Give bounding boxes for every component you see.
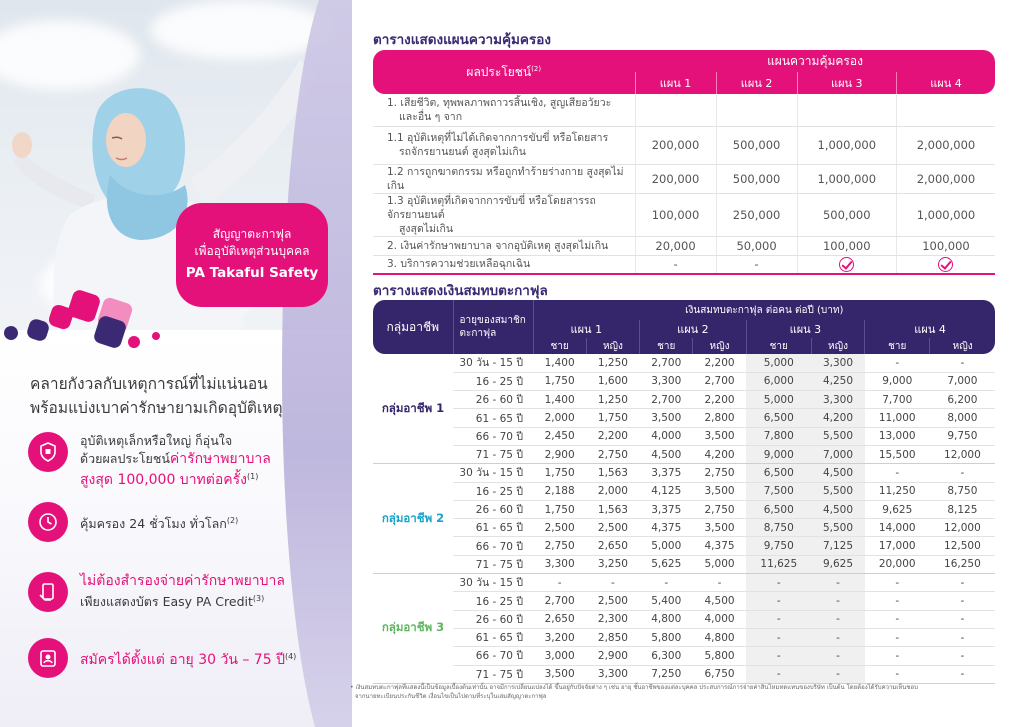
contribution-value: 12,000 bbox=[930, 519, 995, 537]
contribution-value: 7,250 bbox=[640, 665, 693, 683]
contribution-value: - bbox=[746, 628, 811, 646]
contribution-value: - bbox=[533, 574, 586, 592]
feature-2-ref: (2) bbox=[226, 516, 239, 525]
benefit-label bbox=[373, 255, 635, 274]
contribution-value: 6,000 bbox=[746, 372, 811, 390]
feature-1-line-3: สูงสุด 100,000 บาทต่อครั้ง bbox=[80, 472, 248, 489]
contribution-value: 4,500 bbox=[811, 464, 864, 482]
contribution-value: 3,300 bbox=[586, 665, 639, 683]
contribution-value: 4,000 bbox=[640, 427, 693, 445]
contribution-value: - bbox=[746, 665, 811, 683]
contribution-value: 2,750 bbox=[693, 464, 746, 482]
male-header: ชาย bbox=[865, 338, 930, 354]
contribution-value: 1,400 bbox=[533, 391, 586, 409]
coverage-row bbox=[373, 236, 995, 255]
contribution-value: 2,500 bbox=[533, 519, 586, 537]
contribution-row bbox=[373, 445, 995, 463]
contribution-value: 4,500 bbox=[693, 592, 746, 610]
contribution-value: 9,750 bbox=[746, 537, 811, 555]
contribution-value: - bbox=[746, 592, 811, 610]
contribution-value: - bbox=[930, 610, 995, 628]
benefit-value: 200,000 bbox=[635, 164, 716, 193]
contribution-value: - bbox=[811, 574, 864, 592]
benefit-label bbox=[373, 236, 635, 255]
contribution-value: 9,625 bbox=[811, 555, 864, 573]
contribution-value: 8,750 bbox=[746, 519, 811, 537]
benefit-header bbox=[373, 50, 635, 94]
age-range: 71 - 75 ปี bbox=[453, 445, 533, 463]
feature-4-ref: (4) bbox=[284, 652, 297, 661]
contribution-value: 3,375 bbox=[640, 500, 693, 518]
benefit-value: 2,000,000 bbox=[896, 164, 995, 193]
contribution-value: 3,200 bbox=[533, 628, 586, 646]
contribution-value: - bbox=[930, 464, 995, 482]
contribution-value: - bbox=[865, 592, 930, 610]
check-icon bbox=[797, 255, 896, 274]
contribution-row bbox=[373, 665, 995, 683]
check-circle-icon bbox=[938, 257, 953, 272]
contribution-value: - bbox=[930, 592, 995, 610]
contribution-value: 1,750 bbox=[533, 372, 586, 390]
contribution-value: 3,500 bbox=[693, 427, 746, 445]
contribution-value: 3,500 bbox=[693, 482, 746, 500]
age-range: 61 - 65 ปี bbox=[453, 409, 533, 427]
contribution-value: - bbox=[811, 592, 864, 610]
occupation-group-label: กลุ่มอาชีพ 3 bbox=[373, 574, 453, 684]
contribution-value: - bbox=[930, 354, 995, 372]
contribution-value: 6,750 bbox=[693, 665, 746, 683]
benefit-label-line-2: และอื่น ๆ จาก bbox=[399, 110, 463, 123]
contribution-value: 9,625 bbox=[865, 500, 930, 518]
contribution-value: 5,000 bbox=[746, 354, 811, 372]
contribution-value: 9,000 bbox=[746, 445, 811, 463]
age-header bbox=[453, 300, 533, 354]
age-range: 30 วัน - 15 ปี bbox=[453, 574, 533, 592]
contribution-row bbox=[373, 555, 995, 573]
contribution-value: - bbox=[746, 647, 811, 665]
benefit-value: 1,000,000 bbox=[797, 164, 896, 193]
contribution-value: 7,500 bbox=[746, 482, 811, 500]
contribution-value: 2,450 bbox=[533, 427, 586, 445]
benefit-value: 100,000 bbox=[635, 193, 716, 236]
benefit-value: 1,000,000 bbox=[797, 126, 896, 164]
contribution-value: 2,500 bbox=[586, 592, 639, 610]
benefit-label-line-1: 1.3 อุบัติเหตุที่เกิดจากการขับขี่ หรือโดยสารรถจักรยานยนต์ bbox=[387, 194, 596, 221]
contribution-value: - bbox=[865, 574, 930, 592]
feature-1-line-1: อุบัติเหตุเล็กหรือใหญ่ ก็อุ่นใจ bbox=[80, 433, 233, 448]
contribution-row bbox=[373, 409, 995, 427]
contribution-value: 20,000 bbox=[865, 555, 930, 573]
contribution-row bbox=[373, 610, 995, 628]
contribution-value: - bbox=[640, 574, 693, 592]
age-range: 71 - 75 ปี bbox=[453, 555, 533, 573]
contribution-value: 4,125 bbox=[640, 482, 693, 500]
contribution-value: 2,900 bbox=[586, 647, 639, 665]
contribution-value: 5,800 bbox=[693, 647, 746, 665]
benefit-value: 100,000 bbox=[896, 236, 995, 255]
feature-easy-pa-credit bbox=[28, 572, 320, 612]
benefit-value: 500,000 bbox=[716, 126, 797, 164]
contribution-row bbox=[373, 464, 995, 482]
coverage-row bbox=[373, 255, 995, 274]
contribution-value: 9,750 bbox=[930, 427, 995, 445]
contribution-value: 4,375 bbox=[693, 537, 746, 555]
contribution-value: 5,500 bbox=[811, 482, 864, 500]
contribution-value: - bbox=[930, 574, 995, 592]
contribution-value: 3,375 bbox=[640, 464, 693, 482]
contribution-value: 3,500 bbox=[693, 519, 746, 537]
badge-product-name: PA Takaful Safety bbox=[185, 265, 319, 281]
benefit-label-line-1: 1.1 อุบัติเหตุที่ไม่ได้เกิดจากการขับขี่ หรือโดยสาร bbox=[387, 132, 609, 144]
benefit-value: - bbox=[635, 255, 716, 274]
contribution-value: 2,200 bbox=[586, 427, 639, 445]
footnote-line-1: • เงินสมทบตะกาฟุลที่แสดงนี้เป็นข้อมูลเบื้องต้นเท่านั้น อาจมีการเปลี่ยนแปลงได้ ขึ้นอยู่กับปัจจัยต่าง ๆ เช่น อายุ ชั้นอาชีพของแต่ละบุคคล ประสบการณ์การจ่ายค่าสินไหมทดแทนของบริษัท เป็นต้น โดยต้องได้รับความเห็นชอบ bbox=[350, 684, 918, 691]
contribution-value: 2,000 bbox=[533, 409, 586, 427]
contribution-value: 2,750 bbox=[586, 445, 639, 463]
age-range: 26 - 60 ปี bbox=[453, 391, 533, 409]
contribution-value: 2,650 bbox=[586, 537, 639, 555]
benefit-label bbox=[373, 193, 635, 236]
contribution-value: 5,000 bbox=[693, 555, 746, 573]
age-range: 16 - 25 ปี bbox=[453, 482, 533, 500]
age-range: 66 - 70 ปี bbox=[453, 647, 533, 665]
contribution-value: - bbox=[930, 628, 995, 646]
contribution-value: 2,900 bbox=[533, 445, 586, 463]
feature-3-line-2: เพียงแสดงบัตร Easy PA Credit bbox=[80, 594, 253, 610]
contribution-value: 4,500 bbox=[811, 500, 864, 518]
age-range: 61 - 65 ปี bbox=[453, 628, 533, 646]
benefit-value: 2,000,000 bbox=[896, 126, 995, 164]
contribution-value: 9,000 bbox=[865, 372, 930, 390]
contribution-row bbox=[373, 372, 995, 390]
contribution-value: 6,500 bbox=[746, 500, 811, 518]
contribution-value: 4,250 bbox=[811, 372, 864, 390]
check-icon bbox=[896, 255, 995, 274]
contribution-value: 2,750 bbox=[533, 537, 586, 555]
benefit-label-line-1: 3. บริการความช่วยเหลือฉุกเฉิน bbox=[387, 258, 531, 271]
contribution-value: 14,000 bbox=[865, 519, 930, 537]
contribution-row bbox=[373, 537, 995, 555]
contribution-value: 6,200 bbox=[930, 391, 995, 409]
contribution-value: 12,000 bbox=[930, 445, 995, 463]
footnote-line-2: จากนายทะเบียนประกันชีวิต เงื่อนไขเป็นไปตามที่ระบุในเล่มสัญญาตะกาฟุล bbox=[355, 693, 547, 700]
feature-age-range bbox=[28, 638, 320, 678]
benefit-value bbox=[797, 94, 896, 126]
feature-1-line-2b: ค่ารักษาพยาบาล bbox=[169, 451, 271, 467]
contribution-value: 5,400 bbox=[640, 592, 693, 610]
contribution-value: - bbox=[865, 464, 930, 482]
c-plan-2-header: แผน 2 bbox=[640, 320, 747, 338]
benefit-label-line-1: 1. เสียชีวิต, ทุพพลภาพถาวรสิ้นเชิง, สูญเสียอวัยวะ bbox=[387, 96, 612, 109]
contribution-value: 4,200 bbox=[693, 445, 746, 463]
contribution-value: 1,400 bbox=[533, 354, 586, 372]
contribution-value: 4,000 bbox=[693, 610, 746, 628]
benefit-value: 500,000 bbox=[716, 164, 797, 193]
contribution-value: 5,000 bbox=[640, 537, 693, 555]
contribution-value: 12,500 bbox=[930, 537, 995, 555]
benefit-value: 1,000,000 bbox=[896, 193, 995, 236]
person-id-icon bbox=[28, 638, 68, 678]
contribution-value: 2,000 bbox=[586, 482, 639, 500]
male-header: ชาย bbox=[640, 338, 693, 354]
contribution-value: - bbox=[811, 665, 864, 683]
plan-3-header: แผน 3 bbox=[797, 72, 896, 94]
contribution-table bbox=[373, 300, 995, 684]
contribution-value: 1,750 bbox=[533, 464, 586, 482]
contribution-value: 2,750 bbox=[693, 500, 746, 518]
benefit-value: 200,000 bbox=[635, 126, 716, 164]
benefit-value: - bbox=[716, 255, 797, 274]
contribution-value: 6,300 bbox=[640, 647, 693, 665]
male-header: ชาย bbox=[746, 338, 811, 354]
benefit-header-ref: (2) bbox=[531, 64, 542, 73]
contribution-value: 2,700 bbox=[640, 354, 693, 372]
feature-2-text: คุ้มครอง 24 ชั่วโมง ทั่วโลก bbox=[80, 516, 227, 532]
occupation-group-header: กลุ่มอาชีพ bbox=[373, 300, 453, 354]
contribution-value: 11,250 bbox=[865, 482, 930, 500]
benefit-label-line-2: สูงสุดไม่เกิน bbox=[399, 222, 454, 235]
plans-header: แผนความคุ้มครอง bbox=[635, 50, 995, 72]
age-range: 61 - 65 ปี bbox=[453, 519, 533, 537]
shield-hand-icon bbox=[28, 432, 68, 472]
contribution-value: - bbox=[586, 574, 639, 592]
contribution-value: 7,125 bbox=[811, 537, 864, 555]
contribution-value: - bbox=[746, 574, 811, 592]
plan-2-header: แผน 2 bbox=[716, 72, 797, 94]
benefit-value: 100,000 bbox=[797, 236, 896, 255]
contribution-value: 5,625 bbox=[640, 555, 693, 573]
feature-1-line-2a: ด้วยผลประโยชน์ bbox=[80, 451, 170, 466]
contribution-table-title: ตารางแสดงเงินสมทบตะกาฟุล bbox=[373, 283, 548, 299]
contribution-value: 5,000 bbox=[746, 391, 811, 409]
contribution-value: 4,200 bbox=[811, 409, 864, 427]
contribution-value: 5,500 bbox=[811, 427, 864, 445]
age-range: 16 - 25 ปี bbox=[453, 372, 533, 390]
benefit-value: 500,000 bbox=[797, 193, 896, 236]
feature-3-line-1: ไม่ต้องสำรองจ่ายค่ารักษาพยาบาล bbox=[80, 573, 285, 589]
contribution-value: 17,000 bbox=[865, 537, 930, 555]
contribution-value: - bbox=[693, 574, 746, 592]
coverage-row bbox=[373, 164, 995, 193]
age-range: 71 - 75 ปี bbox=[453, 665, 533, 683]
contribution-value: 1,250 bbox=[586, 354, 639, 372]
contribution-value: - bbox=[865, 628, 930, 646]
benefit-value: 50,000 bbox=[716, 236, 797, 255]
contribution-row bbox=[373, 647, 995, 665]
contribution-row bbox=[373, 354, 995, 372]
check-circle-icon bbox=[839, 257, 854, 272]
female-header: หญิง bbox=[693, 338, 746, 354]
contribution-row bbox=[373, 482, 995, 500]
contribution-value: 1,250 bbox=[586, 391, 639, 409]
contribution-value: 3,300 bbox=[811, 354, 864, 372]
contribution-value: 16,250 bbox=[930, 555, 995, 573]
badge-line-2: เพื่ออุบัติเหตุส่วนบุคคล bbox=[194, 244, 310, 258]
contribution-value: 4,500 bbox=[640, 445, 693, 463]
contribution-value: 3,250 bbox=[586, 555, 639, 573]
card-hand-icon bbox=[28, 572, 68, 612]
contribution-value: - bbox=[865, 665, 930, 683]
contribution-row bbox=[373, 592, 995, 610]
benefit-label bbox=[373, 94, 635, 126]
male-header: ชาย bbox=[533, 338, 586, 354]
contribution-value: 3,300 bbox=[811, 391, 864, 409]
contribution-value: - bbox=[930, 665, 995, 683]
contribution-value: 7,800 bbox=[746, 427, 811, 445]
contribution-value: 2,200 bbox=[693, 391, 746, 409]
age-range: 26 - 60 ปี bbox=[453, 610, 533, 628]
contribution-value: 15,500 bbox=[865, 445, 930, 463]
contribution-value: 11,000 bbox=[865, 409, 930, 427]
c-plan-4-header: แผน 4 bbox=[865, 320, 995, 338]
plan-1-header: แผน 1 bbox=[635, 72, 716, 94]
age-range: 66 - 70 ปี bbox=[453, 537, 533, 555]
contribution-value: 2,700 bbox=[533, 592, 586, 610]
feature-medical-benefit bbox=[28, 432, 320, 489]
contribution-value: 2,700 bbox=[640, 391, 693, 409]
contribution-row bbox=[373, 500, 995, 518]
contribution-value: 8,750 bbox=[930, 482, 995, 500]
contribution-value: 4,375 bbox=[640, 519, 693, 537]
contribution-value: - bbox=[811, 610, 864, 628]
contribution-value: 1,600 bbox=[586, 372, 639, 390]
contribution-value: 7,000 bbox=[930, 372, 995, 390]
contribution-value: 8,125 bbox=[930, 500, 995, 518]
benefit-value: 20,000 bbox=[635, 236, 716, 255]
coverage-row bbox=[373, 94, 995, 126]
contribution-value: 6,500 bbox=[746, 464, 811, 482]
amount-header: เงินสมทบตะกาฟุล ต่อคน ต่อปี (บาท) bbox=[533, 300, 995, 320]
benefit-value bbox=[716, 94, 797, 126]
contribution-value: 3,000 bbox=[533, 647, 586, 665]
contribution-value: 1,750 bbox=[586, 409, 639, 427]
benefit-header-label: ผลประโยชน์ bbox=[466, 64, 532, 79]
feature-4-text: สมัครได้ตั้งแต่ อายุ 30 วัน – 75 ปี bbox=[80, 652, 285, 669]
coverage-row bbox=[373, 193, 995, 236]
occupation-group-label: กลุ่มอาชีพ 2 bbox=[373, 464, 453, 574]
benefit-value: 250,000 bbox=[716, 193, 797, 236]
contribution-row bbox=[373, 628, 995, 646]
benefit-label bbox=[373, 126, 635, 164]
benefit-value bbox=[896, 94, 995, 126]
age-range: 30 วัน - 15 ปี bbox=[453, 464, 533, 482]
contribution-value: 13,000 bbox=[865, 427, 930, 445]
contribution-value: 11,625 bbox=[746, 555, 811, 573]
age-header-line-2: ตะกาฟุล bbox=[459, 328, 497, 339]
contribution-value: 3,500 bbox=[640, 409, 693, 427]
contribution-value: 2,300 bbox=[586, 610, 639, 628]
contribution-value: 2,200 bbox=[693, 354, 746, 372]
contribution-value: 2,700 bbox=[693, 372, 746, 390]
contribution-value: - bbox=[865, 647, 930, 665]
benefit-label-line-1: 1.2 การถูกฆาตกรรม หรือถูกทำร้ายร่างกาย สูงสุดไม่เกิน bbox=[387, 165, 624, 192]
contribution-value: - bbox=[811, 647, 864, 665]
plan-4-header: แผน 4 bbox=[896, 72, 995, 94]
contribution-value: 2,650 bbox=[533, 610, 586, 628]
contribution-row bbox=[373, 427, 995, 445]
product-badge bbox=[176, 203, 328, 307]
headline bbox=[30, 372, 330, 420]
contribution-value: - bbox=[865, 610, 930, 628]
coverage-table-title: ตารางแสดงแผนความคุ้มครอง bbox=[373, 32, 551, 48]
benefit-value bbox=[635, 94, 716, 126]
contribution-value: - bbox=[930, 647, 995, 665]
contribution-value: 2,850 bbox=[586, 628, 639, 646]
contribution-value: 4,800 bbox=[640, 610, 693, 628]
contribution-value: 3,300 bbox=[640, 372, 693, 390]
benefit-label bbox=[373, 164, 635, 193]
footnote bbox=[350, 683, 1010, 701]
age-range: 26 - 60 ปี bbox=[453, 500, 533, 518]
coverage-table bbox=[373, 50, 995, 275]
contribution-value: 1,563 bbox=[586, 500, 639, 518]
occupation-group-label: กลุ่มอาชีพ 1 bbox=[373, 354, 453, 464]
contribution-value: 7,000 bbox=[811, 445, 864, 463]
contribution-row bbox=[373, 519, 995, 537]
age-range: 16 - 25 ปี bbox=[453, 592, 533, 610]
contribution-value: - bbox=[811, 628, 864, 646]
contribution-value: 3,500 bbox=[533, 665, 586, 683]
contribution-value: 8,000 bbox=[930, 409, 995, 427]
benefit-label-line-1: 2. เงินค่ารักษาพยาบาล จากอุบัติเหตุ สูงสุดไม่เกิน bbox=[387, 239, 609, 252]
contribution-value: 5,500 bbox=[811, 519, 864, 537]
contribution-value: 5,800 bbox=[640, 628, 693, 646]
contribution-value: 3,300 bbox=[533, 555, 586, 573]
feature-3-ref: (3) bbox=[252, 594, 265, 603]
clock-globe-icon bbox=[28, 502, 68, 542]
contribution-value: 1,750 bbox=[533, 500, 586, 518]
contribution-value: 6,500 bbox=[746, 409, 811, 427]
age-header-line-1: อายุของสมาชิก bbox=[459, 315, 526, 326]
coverage-row bbox=[373, 126, 995, 164]
c-plan-1-header: แผน 1 bbox=[533, 320, 640, 338]
contribution-row bbox=[373, 574, 995, 592]
headline-line-2: พร้อมแบ่งเบาค่ารักษายามเกิดอุบัติเหตุ bbox=[30, 399, 283, 417]
feature-1-ref: (1) bbox=[247, 472, 259, 481]
contribution-value: 2,800 bbox=[693, 409, 746, 427]
contribution-value: - bbox=[865, 354, 930, 372]
headline-line-1: คลายกังวลกับเหตุการณ์ที่ไม่แน่นอน bbox=[30, 375, 268, 393]
age-range: 66 - 70 ปี bbox=[453, 427, 533, 445]
contribution-value: 2,188 bbox=[533, 482, 586, 500]
benefit-label-line-2: รถจักรยานยนต์ สูงสุดไม่เกิน bbox=[399, 146, 526, 158]
feature-24h-worldwide bbox=[28, 502, 320, 542]
c-plan-3-header: แผน 3 bbox=[746, 320, 864, 338]
left-panel bbox=[0, 0, 352, 727]
age-range: 30 วัน - 15 ปี bbox=[453, 354, 533, 372]
female-header: หญิง bbox=[811, 338, 864, 354]
contribution-value: 1,563 bbox=[586, 464, 639, 482]
contribution-value: 2,500 bbox=[586, 519, 639, 537]
female-header: หญิง bbox=[586, 338, 639, 354]
badge-line-1: สัญญาตะกาฟุล bbox=[212, 227, 292, 241]
contribution-value: 7,700 bbox=[865, 391, 930, 409]
contribution-value: - bbox=[746, 610, 811, 628]
female-header: หญิง bbox=[930, 338, 995, 354]
contribution-row bbox=[373, 391, 995, 409]
contribution-value: 4,800 bbox=[693, 628, 746, 646]
